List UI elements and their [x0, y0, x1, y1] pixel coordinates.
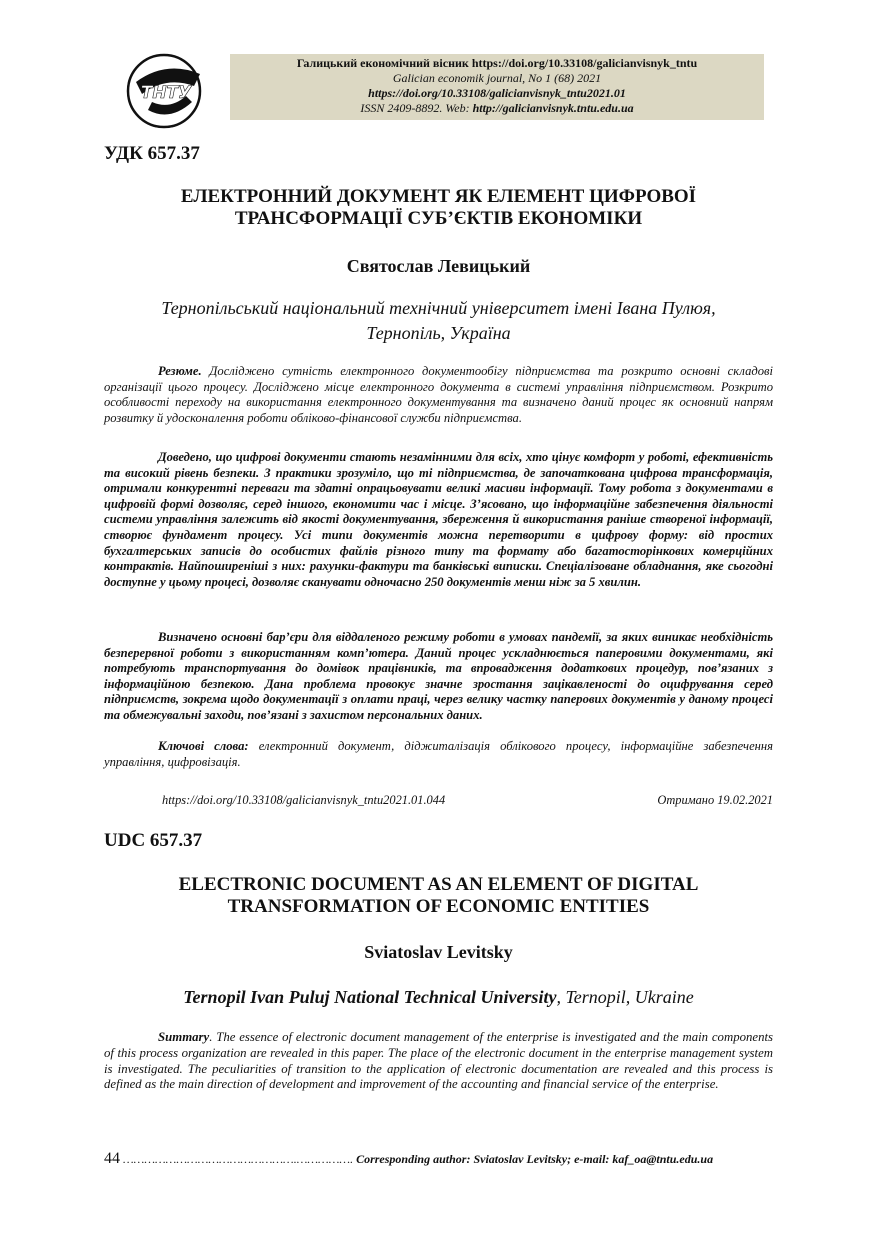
- corresponding-author: Corresponding author: Sviatoslav Levitsky; e-mail: kaf_oa@tntu.edu.ua: [356, 1152, 714, 1166]
- author-ua: Святослав Левицький: [346, 256, 531, 276]
- author-en: Sviatoslav Levitsky: [364, 942, 513, 962]
- title-ua-line1: ЕЛЕКТРОННИЙ ДОКУМЕНТ ЯК ЕЛЕМЕНТ ЦИФРОВОЇ: [180, 186, 697, 207]
- affiliation-ua-line1: Тернопільський національний технічний університет імені Івана Пулюя,: [161, 298, 716, 318]
- affiliation-en-institution: Ternopil Ivan Puluj National Technical University: [183, 987, 557, 1007]
- keywords-ua: [104, 739, 773, 770]
- journal-issn: [230, 101, 764, 116]
- issn-text: ISSN 2409-8892. Web:: [360, 101, 473, 115]
- journal-logo: [126, 52, 206, 130]
- resume-ua: [104, 364, 773, 426]
- page-footer: [104, 1150, 773, 1168]
- journal-doi: https://doi.org/10.33108/galicianvisnyk_tntu2021.01: [368, 86, 626, 100]
- journal-header: [230, 54, 764, 120]
- title-en-line2: TRANSFORMATION OF ECONOMIC ENTITIES: [227, 896, 650, 917]
- abstract-para-2: Доведено, що цифрові документи стають незамінними для всіх, хто цінує комфорт у роботі, ефективність та високий рівень безпеки. З практики зрозуміло, що ті підприємства, де започаткована цифрова трансформація, отримали конкурентні переваги та здатні опрацьовувати великі масиви інформації. Тому робота з документами в цифровій формі дозволяє, серед іншого, економити час і місце. З’ясовано, що інформаційне забезпечення діяльності системи управління залежить від якості документування, збереження й використання раніше створеної інформації, створює фундамент процесу. Усі типи документів можна перетворити в цифрову форму: від простих бухгалтерських записів до особистих файлів різного типу та формату або багатосторінкових комерційних контрактів. Найпоширеніші з них: рахунки-фактури та банківські виписки. Спеціалізоване обладнання, яке сьогодні доступне у цьому процесі, дозволяє сканувати одночасно 250 документів менш ніж за 5 хвилин.: [104, 450, 773, 589]
- abstract-para-3: Визначено основні бар’єри для віддаленого режиму роботи в умовах пандемії, за яких виникає необхідність безперервної роботи з використанням комп’ютера. Даний процес ускладнюється паперовими документами, які потребують транспортування до домівок працівників, та впровадження додаткових процедур, пов’язаних з інформаційною безпекою. Дана проблема провокує значне зростання зацікавленості до оцифрування серед підприємств, зокрема щодо документації з оплати праці, через велику частку паперових документів у даному процесі та обмежувальні заходи, пов’язані з захистом персональних даних.: [104, 630, 773, 722]
- title-ua-line2: ТРАНСФОРМАЦІЇ СУБ’ЄКТІВ ЕКОНОМІКИ: [234, 208, 643, 229]
- logo-text: ТНТУ: [140, 83, 192, 103]
- udc-en: UDC 657.37: [104, 830, 203, 851]
- article-meta: [104, 793, 773, 809]
- affiliation-en: [104, 985, 773, 1010]
- udc-ua: УДК 657.37: [104, 143, 200, 164]
- keywords-label: Ключові слова:: [158, 739, 249, 753]
- title-en: [104, 874, 773, 918]
- article-doi[interactable]: https://doi.org/10.33108/galicianvisnyk_tntu2021.01.044: [162, 793, 446, 807]
- summary-en: [104, 1030, 773, 1093]
- footer-dots: ………………………………………….…………….: [120, 1152, 357, 1166]
- page-number: 44: [104, 1150, 120, 1167]
- summary-text: . The essence of electronic document management of the enterprise is investigated and the main components of this process organization are revealed in this paper. The place of the electronic document in the enterprise management system is investigated. The peculiarities of transition to the application of electronic documentation are revealed and this process is defined as the main direction of development and improvement of the accounting and financial service of the enterprise.: [104, 1030, 773, 1092]
- summary-label: Summary: [158, 1030, 210, 1044]
- affiliation-ua-line2: Тернопіль, Україна: [366, 323, 511, 343]
- journal-name-en: Galician economik journal, No 1 (68) 2021: [392, 71, 602, 85]
- received-date: Отримано 19.02.2021: [657, 793, 773, 807]
- resume-text: Досліджено сутність електронного документообігу підприємства та розкрито основні складові організації цього процесу. Досліджено місце електронного документа в системі управління підприємством. Розкрито особливості переходу на використання електронного документування та визначено даний процес як основний напрям розвитку й удосконалення роботи обліково-фінансової служби підприємства.: [104, 364, 773, 425]
- affiliation-en-location: , Ternopil, Ukraine: [556, 987, 694, 1007]
- affiliation-ua: [104, 296, 773, 346]
- keywords-text: електронний документ, діджиталізація облікового процесу, інформаційне забезпечення управління, цифровізація.: [104, 739, 774, 769]
- resume-label: Резюме.: [158, 364, 202, 378]
- title-en-line1: ELECTRONIC DOCUMENT AS AN ELEMENT OF DIGITAL: [178, 874, 699, 895]
- journal-name: Галицький економічний вісник https://doi.org/10.33108/galicianvisnyk_tntu: [296, 56, 698, 70]
- title-ua: [104, 186, 773, 230]
- journal-web-link[interactable]: http://galicianvisnyk.tntu.edu.ua: [472, 101, 634, 115]
